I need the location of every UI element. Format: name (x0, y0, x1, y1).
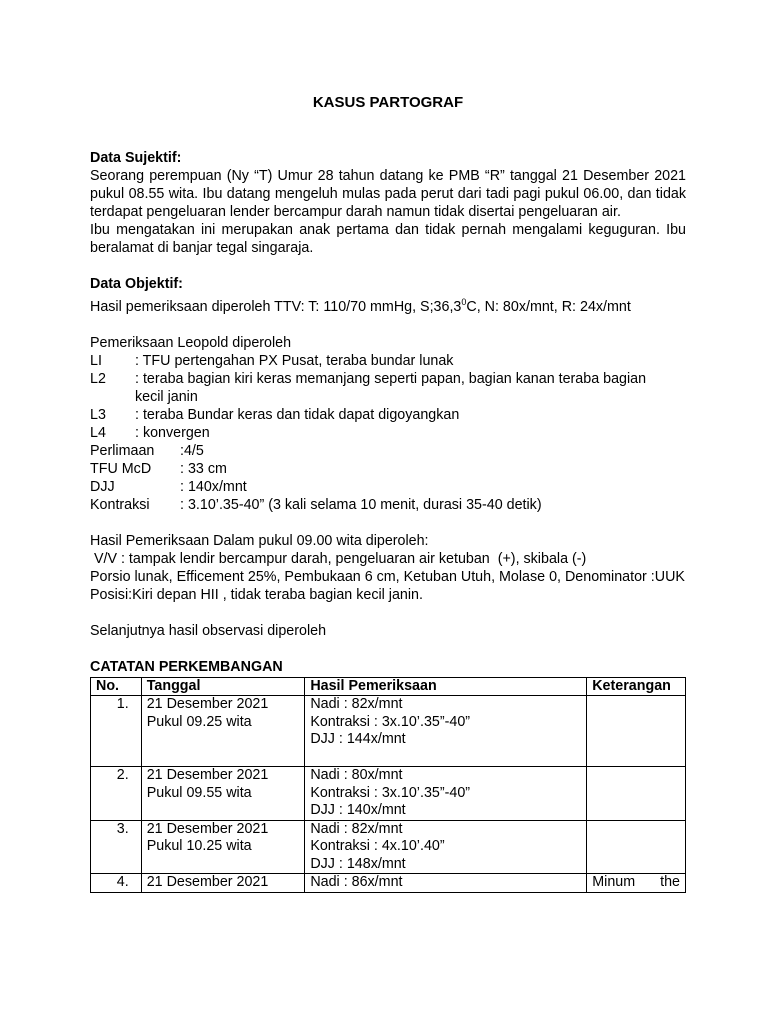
table-body (91, 696, 686, 893)
measure-item (90, 496, 686, 514)
column-header-keterangan: Keterangan (587, 677, 686, 696)
tanggal-line: Pukul 10.25 wita (146, 838, 252, 855)
measure-item (90, 460, 686, 478)
ttv-line (90, 293, 686, 316)
leopold-item (90, 388, 686, 406)
leopold-item (90, 370, 686, 388)
hasil-line: DJJ : 144x/mnt (310, 731, 406, 748)
column-header-no: No. (91, 677, 142, 696)
table-row (91, 767, 686, 821)
hasil-line: Kontraksi : 4x.10’.40” (310, 838, 445, 855)
cell-no: 1. (91, 696, 142, 767)
leopold-heading: Pemeriksaan Leopold diperoleh (90, 334, 292, 351)
measure-value: :4/5 (180, 442, 204, 459)
tanggal-line: 21 Desember 2021 (146, 696, 269, 713)
cell-hasil (305, 696, 587, 767)
cell-tanggal (141, 874, 305, 893)
measure-list (90, 442, 686, 514)
leopold-list (90, 352, 686, 442)
tanggal-line: 21 Desember 2021 (146, 767, 269, 784)
column-header-tanggal: Tanggal (141, 677, 305, 696)
document-body (90, 94, 686, 893)
measure-value: : 140x/mnt (180, 478, 247, 495)
measure-value: : 33 cm (180, 460, 227, 477)
hasil-line: DJJ : 140x/mnt (310, 802, 406, 819)
measure-item (90, 478, 686, 496)
tanggal-line: 21 Desember 2021 (146, 820, 269, 837)
hasil-line: Nadi : 82x/mnt (310, 696, 403, 713)
cell-keterangan (587, 767, 686, 821)
table-row (91, 820, 686, 874)
tanggal-line: 21 Desember 2021 (146, 874, 269, 891)
cell-keterangan: Minum the (587, 874, 686, 893)
hasil-line: DJJ : 148x/mnt (310, 855, 406, 872)
leopold-text: : teraba bagian kiri keras memanjang seperti papan, bagian kanan teraba bagian (135, 370, 647, 387)
measure-value: : 3.10’.35-40” (3 kali selama 10 menit, durasi 35-40 detik) (180, 496, 542, 513)
cell-keterangan (587, 696, 686, 767)
leopold-item (90, 352, 686, 370)
cell-no: 2. (91, 767, 142, 821)
cell-no: 4. (91, 874, 142, 893)
tanggal-line: Pukul 09.25 wita (146, 713, 252, 730)
hasil-line: Nadi : 82x/mnt (310, 820, 403, 837)
ttv-text: Hasil pemeriksaan diperoleh TTV: T: 110/70 mmHg, S;36,3 (90, 298, 462, 315)
subjektif-paragraph-1: Seorang perempuan (Ny “T) Umur 28 tahun datang ke PMB “R” tanggal 21 Desember 2021 pukul 08.55 wita. Ibu datang mengeluh mulas pada perut dari tadi pagi pukul 06.00, dan tidak terdapat pengeluaran lender bercampur darah namun tidak disertai pengeluaran air. (90, 168, 686, 220)
tanggal-line: Pukul 09.55 wita (146, 784, 252, 801)
hasil-line: Kontraksi : 3x.10’.35”-40” (310, 784, 471, 801)
leopold-label: L4 (90, 424, 106, 441)
cell-hasil (305, 820, 587, 874)
leopold-text: kecil janin (135, 388, 198, 405)
measure-label: DJJ (90, 478, 115, 495)
ttv-degree: 0 (461, 297, 467, 307)
measure-label: TFU McD (90, 460, 152, 477)
leopold-label: L2 (90, 370, 106, 387)
exam-vv: V/V : tampak lendir bercampur darah, pengeluaran air ketuban (+), skibala (-) (90, 550, 587, 567)
cell-tanggal (141, 767, 305, 821)
table-row (91, 874, 686, 893)
observation-intro: Selanjutnya hasil observasi diperoleh (90, 622, 327, 639)
subjektif-paragraph-2: Ibu mengatakan ini merupakan anak pertama dan tidak pernah mengalami keguguran. Ibu beralamat di banjar tegal singaraja. (90, 222, 686, 256)
leopold-item (90, 424, 686, 442)
objektif-heading: Data Objektif: (90, 276, 183, 292)
measure-label: Perlimaan (90, 442, 155, 459)
leopold-item (90, 406, 686, 424)
cell-no: 3. (91, 820, 142, 874)
catatan-heading: CATATAN PERKEMBANGAN (90, 658, 283, 675)
cell-hasil (305, 874, 587, 893)
hasil-line: Nadi : 80x/mnt (310, 767, 403, 784)
leopold-text: : TFU pertengahan PX Pusat, teraba bundar lunak (135, 352, 454, 369)
exam-heading: Hasil Pemeriksaan Dalam pukul 09.00 wita diperoleh: (90, 532, 429, 549)
hasil-line: Kontraksi : 3x.10’.35”-40” (310, 713, 471, 730)
leopold-text: : teraba Bundar keras dan tidak dapat digoyangkan (135, 406, 460, 423)
page-title: KASUS PARTOGRAF (312, 94, 464, 111)
leopold-label: L3 (90, 406, 106, 423)
subjektif-heading: Data Sujektif: (90, 150, 182, 166)
column-header-hasil: Hasil Pemeriksaan (305, 677, 587, 696)
hasil-line: Nadi : 86x/mnt (310, 874, 403, 891)
ttv-text-rest: C, N: 80x/mnt, R: 24x/mnt (466, 298, 631, 315)
leopold-label: LI (90, 352, 102, 369)
cell-tanggal (141, 820, 305, 874)
leopold-text: : konvergen (135, 424, 210, 441)
catatan-table (90, 677, 686, 893)
cell-hasil (305, 767, 587, 821)
exam-porsio: Porsio lunak, Efficement 25%, Pembukaan 6 cm, Ketuban Utuh, Molase 0, Denominator :UUK Posisi:Kiri depan HII , tidak teraba bagian kecil janin. (90, 568, 685, 603)
table-header-row (91, 677, 686, 696)
measure-label: Kontraksi (90, 496, 150, 513)
table-row (91, 696, 686, 767)
spacer-line (310, 749, 581, 767)
cell-keterangan (587, 820, 686, 874)
leopold-label (90, 388, 135, 406)
measure-item (90, 442, 686, 460)
cell-tanggal (141, 696, 305, 767)
